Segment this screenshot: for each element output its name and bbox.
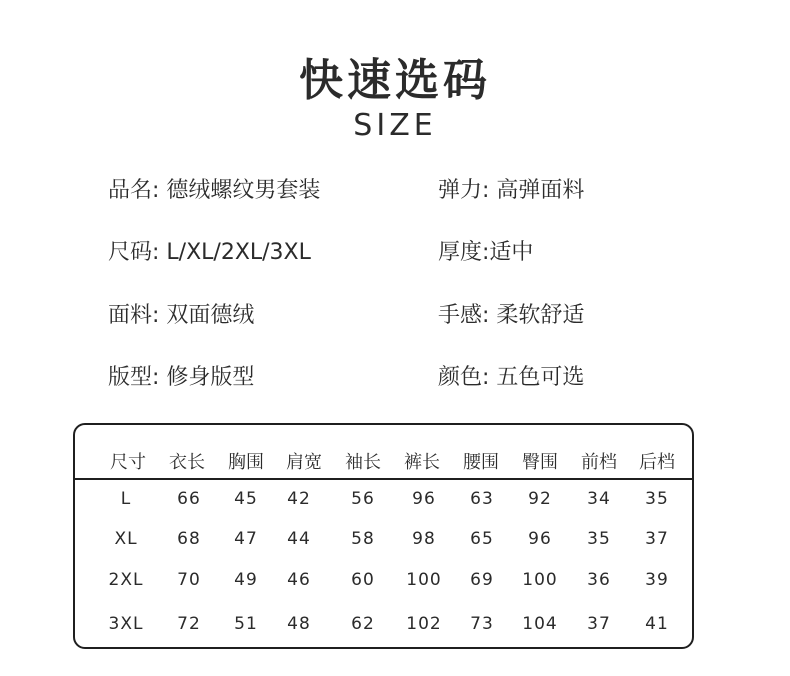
table-header-cell: 腰围 — [463, 452, 499, 473]
spec-value: 适中 — [489, 240, 534, 265]
spec-label: 弹力: — [438, 178, 490, 203]
table-header-divider — [75, 478, 692, 480]
spec-value: L/XL/2XL/3XL — [159, 240, 311, 265]
table-header-cell: 衣长 — [169, 452, 205, 473]
table-header-cell: 肩宽 — [286, 452, 322, 473]
table-cell: 96 — [528, 529, 552, 549]
table-cell: 102 — [406, 614, 442, 634]
table-cell: 73 — [470, 614, 494, 634]
table-cell: 100 — [522, 570, 558, 590]
table-header-cell: 前档 — [581, 452, 617, 473]
spec-value: 柔软舒适 — [489, 303, 585, 328]
table-cell: 37 — [645, 529, 669, 549]
table-cell: 69 — [470, 570, 494, 590]
table-cell: 58 — [351, 529, 375, 549]
table-cell: 65 — [470, 529, 494, 549]
spec-label: 颜色: — [438, 365, 490, 390]
spec-label: 品名: — [108, 178, 160, 203]
spec-fabric — [108, 298, 254, 329]
table-cell: L — [120, 489, 132, 509]
spec-thickness — [438, 235, 533, 266]
spec-product-name — [108, 173, 320, 204]
spec-sizes — [108, 235, 311, 266]
table-cell: 41 — [645, 614, 669, 634]
table-cell: 68 — [177, 529, 201, 549]
table-cell: 63 — [470, 489, 494, 509]
table-cell: XL — [114, 529, 138, 549]
spec-fit — [108, 360, 254, 391]
table-header-cell: 臀围 — [522, 452, 558, 473]
table-cell: 36 — [587, 570, 611, 590]
table-cell: 51 — [234, 614, 258, 634]
table-cell: 45 — [234, 489, 258, 509]
spec-value: 五色可选 — [489, 365, 585, 390]
table-cell: 44 — [287, 529, 311, 549]
page-subtitle: SIZE — [353, 108, 437, 143]
spec-value: 双面德绒 — [159, 303, 255, 328]
table-header-cell: 尺寸 — [110, 452, 146, 473]
table-cell: 42 — [287, 489, 311, 509]
spec-value: 高弹面料 — [489, 178, 585, 203]
table-cell: 72 — [177, 614, 201, 634]
table-cell: 48 — [287, 614, 311, 634]
table-cell: 2XL — [108, 570, 144, 590]
spec-label: 尺码: — [108, 240, 160, 265]
size-table — [73, 423, 694, 649]
table-header-cell: 裤长 — [404, 452, 440, 473]
table-cell: 98 — [412, 529, 436, 549]
page-title: 快速选码 — [299, 55, 491, 106]
table-cell: 35 — [587, 529, 611, 549]
spec-label: 面料: — [108, 303, 160, 328]
table-cell: 70 — [177, 570, 201, 590]
table-cell: 100 — [406, 570, 442, 590]
table-cell: 34 — [587, 489, 611, 509]
table-cell: 104 — [522, 614, 558, 634]
spec-elasticity — [438, 173, 584, 204]
table-cell: 56 — [351, 489, 375, 509]
table-header-cell: 袖长 — [345, 452, 381, 473]
table-cell: 46 — [287, 570, 311, 590]
spec-feel — [438, 298, 584, 329]
table-cell: 62 — [351, 614, 375, 634]
table-cell: 49 — [234, 570, 258, 590]
table-cell: 3XL — [108, 614, 144, 634]
table-cell: 92 — [528, 489, 552, 509]
spec-label: 版型: — [108, 365, 160, 390]
table-header-cell: 后档 — [639, 452, 675, 473]
table-cell: 66 — [177, 489, 201, 509]
table-cell: 96 — [412, 489, 436, 509]
spec-label: 手感: — [438, 303, 490, 328]
table-cell: 60 — [351, 570, 375, 590]
spec-color — [438, 360, 584, 391]
spec-label: 厚度: — [438, 240, 490, 265]
table-cell: 37 — [587, 614, 611, 634]
table-cell: 39 — [645, 570, 669, 590]
table-cell: 35 — [645, 489, 669, 509]
table-cell: 47 — [234, 529, 258, 549]
spec-value: 修身版型 — [159, 365, 255, 390]
spec-value: 德绒螺纹男套装 — [159, 178, 321, 203]
table-header-cell: 胸围 — [228, 452, 264, 473]
